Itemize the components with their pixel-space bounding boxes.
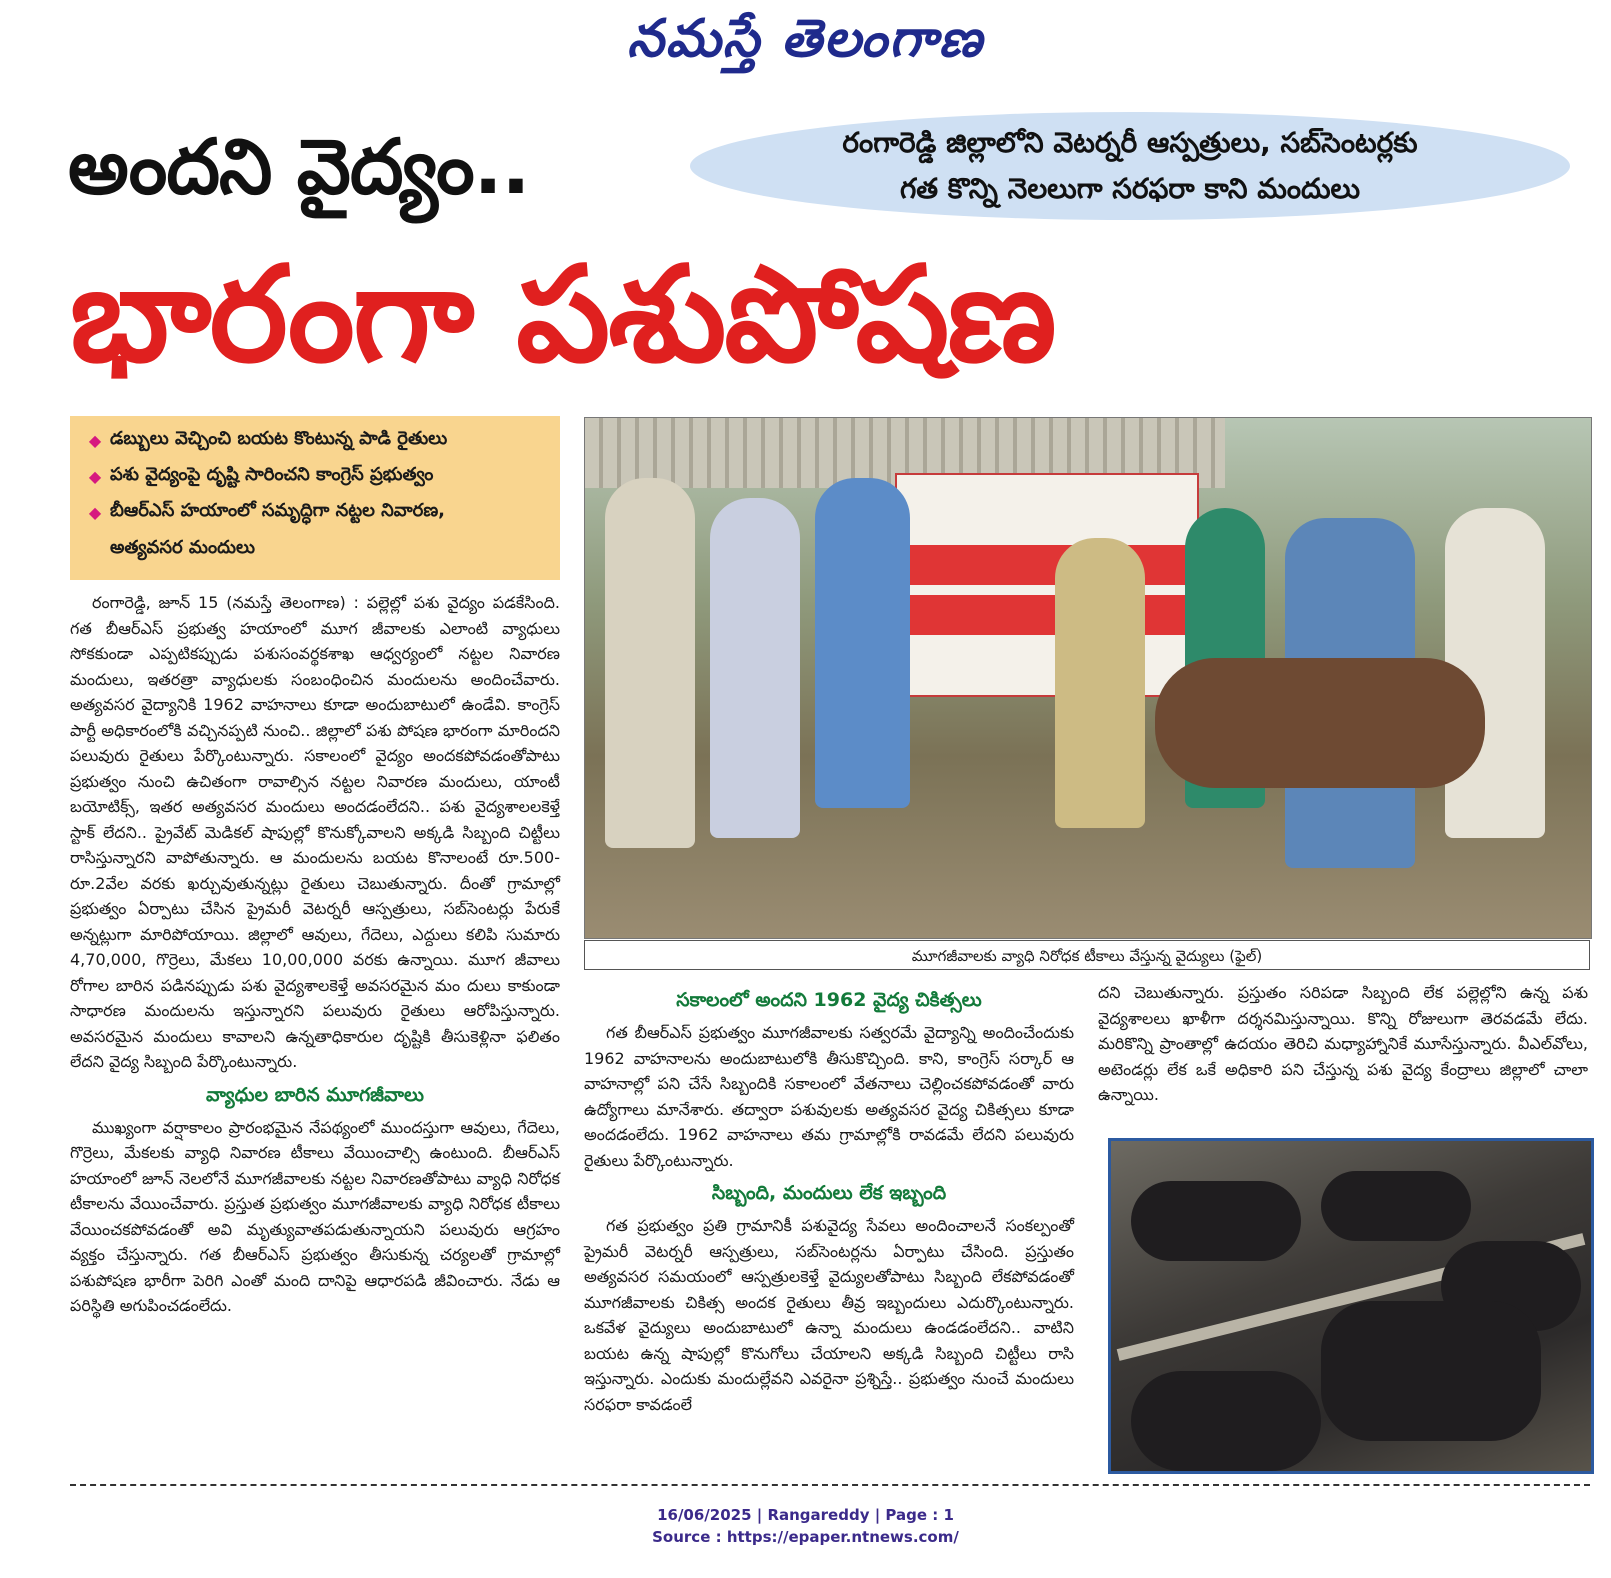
masthead: నమస్తే తెలంగాణ [627,8,984,69]
article-column-3 [1098,980,1588,1108]
person-figure [605,478,695,848]
diamond-bullet-icon: ◆ [88,430,102,450]
calf [1155,658,1485,788]
buffalo [1321,1301,1541,1441]
article-paragraph: రంగారెడ్డి, జూన్ 15 (నమస్తే తెలంగాణ) : పల్లెల్లో పశు వైద్యం పడకేసింది. గత బీఆర్‌ఎస్ ప్రభుత్వ హయాంలో మూగ జీవాలకు ఎలాంటి వ్యాధులు సోకకుండా ఎప్పటికప్పుడు పశుసంవర్థకశాఖ ఆధ్వర్యంలో నట్టల నివారణ మందులు, ఇతరత్రా వ్యాధులకు సంబంధించిన మందులను అందించేవారు. అత్యవసర వైద్యానికి 1962 వాహనాలు కూడా అందుబాటులో ఉండేవి. కాంగ్రెస్ పార్టీ అధికారంలోకి వచ్చినప్పటి నుంచి.. జిల్లాలో పశు పోషణ భారంగా మారిందని పలువురు రైతులు పేర్కొంటున్నారు. సకాలంలో వైద్యం అందకపోవడంతోపాటు ప్రభుత్వం నుంచి ఉచితంగా రావాల్సిన నట్టల నివారణ మందులు, యాంటీ బయోటిక్స్, ఇతర అత్యవసర మందులు అందడంలేదని.. పశు వైద్యశాలలకెళ్తే స్టాక్ లేదని.. ప్రైవేట్ మెడికల్ షాపుల్లో కొనుక్కోవాలని అక్కడి సిబ్బంది చిట్టీలు రాసిస్తున్నారని వాపోతున్నారు. ఆ మందులను బయట కొనాలంటే రూ.500-రూ.2వేల వరకు ఖర్చువుతున్నట్లు రైతులు చెబుతున్నారు. దీంతో గ్రామాల్లో ప్రభుత్వం ఏర్పాటు చేసిన ప్రైమరీ వెటర్నరీ ఆస్పత్రులు, సబ్‌సెంటర్లు పేరుకే అన్నట్లుగా మారిపోయాయి. జిల్లాలో ఆవులు, గేదెలు, ఎద్దులు కలిపి సుమారు 4,70,000, గొర్రెలు, మేకలు 10,00,000 వరకు ఉన్నాయి. మూగ జీవాలు రోగాల బారిన పడినప్పుడు పశు వైద్యశాలకెళ్తే అవసరమైన మం దులు కాకుండా సాధారణ మందులను ఇస్తున్నారని పలువురు రైతులు ఆరోపిస్తున్నారు. అవసరమైన మందులు కావాలని ఉన్నతాధికారుల దృష్టికి తీసుకెళ్లినా ఫలితం లేదని వైద్య సిబ్బంది పేర్కొంటున్నారు. [70,593,560,1071]
diamond-bullet-icon: ◆ [88,466,102,486]
article-paragraph: గత ప్రభుత్వం ప్రతి గ్రామానికీ పశువైద్య సేవలు అందించాలనే సంకల్పంతో ప్రైమరీ వెటర్నరీ ఆస్పత్రులు, సబ్‌సెంటర్లను ఏర్పాటు చేసింది. ప్రస్తుతం అత్యవసర సమయంలో ఆస్పత్రులకెళ్తే వైద్యులతోపాటు సిబ్బంది లేకపోవడంతో మూగజీవాలకు చికిత్స అందక రైతులు తీవ్ర ఇబ్బందులు ఎదుర్కొంటున్నారు. ఒకవేళ వైద్యులు అందుబాటులో ఉన్నా మందులు ఉండడంలేదని.. వాటిని బయట ఉన్న షాపుల్లో కొనుగోలు చేయాలని అక్కడి సిబ్బంది చిట్టీలు రాసి ఇస్తున్నారు. ఎందుకు మందుల్లేవని ఎవరైనా ప్రశ్నిస్తే.. ప్రభుత్వం నుంచే మందులు సరఫరా కావడంలే [584,1216,1074,1414]
government-banner [895,473,1199,697]
footer-source-line: Source : https://epaper.ntnews.com/ [652,1528,959,1546]
diamond-bullet-icon: ◆ [88,502,102,522]
kicker-headline: అందని వైద్యం.. [68,122,530,211]
buffalo [1321,1171,1471,1241]
footer-edition-line: 16/06/2025 | Rangareddy | Page : 1 [657,1506,954,1524]
banner-stripe [907,595,1187,635]
page-divider [70,1484,1590,1486]
highlight-text: పశు వైద్యంపై దృష్టి సారించని కాంగ్రెస్ ప్రభుత్వం [110,463,434,485]
photo-caption: మూగజీవాలకు వ్యాధి నిరోధక టీకాలు వేస్తున్న వైద్యులు (ఫైల్) [584,940,1590,970]
banner-stripe [907,545,1187,585]
article-column-2 [584,980,1074,1417]
deck-line-2: గత కొన్ని నెలలుగా సరఫరా కాని మందులు [899,172,1361,205]
highlight-text: డబ్బులు వెచ్చించి బయట కొంటున్న పాడి రైతులు [110,427,448,449]
person-figure [710,498,800,838]
buffalo [1131,1371,1321,1471]
buffalo [1131,1181,1301,1261]
vaccination-photo [584,417,1592,939]
subheading: సిబ్బంది, మందులు లేక ఇబ్బంది [711,1182,947,1204]
deck-oval [690,112,1570,220]
article-paragraph: గత బీఆర్‌ఎస్ ప్రభుత్వం మూగజీవాలకు సత్వరమే వైద్యాన్ని అందించేందుకు 1962 వాహనాలను అందుబాటులోకి తీసుకొచ్చింది. కాని, కాంగ్రెస్ సర్కార్ ఆ వాహనాల్లో పని చేసే సిబ్బందికి సకాలంలో వేతనాలు చెల్లించకపోవడంతో వారు ఉద్యోగాలు మానేశారు. తద్వారా పశువులకు అత్యవసర వైద్య చికిత్సలు కూడా అందడంలేదు. 1962 వాహనాలు తమ గ్రామాల్లోకి రావడమే లేదని పలువురు రైతులు పేర్కొంటున్నారు. [584,1023,1074,1170]
subheading: వ్యాధుల బారిన మూగజీవాలు [206,1083,424,1106]
person-figure [815,478,910,808]
article-column-1 [70,590,560,1319]
highlight-text: బీఆర్‌ఎస్ హయాంలో సమృద్ధిగా నట్టల నివారణ, [110,499,446,521]
buffalo-shed-photo [1108,1138,1594,1474]
highlight-item [80,494,550,530]
article-paragraph: ముఖ్యంగా వర్షాకాలం ప్రారంభమైన నేపథ్యంలో ముందస్తుగా ఆవులు, గేదెలు, గొర్రెలు, మేకలకు వ్యాధి నివారణ టీకాలు వేయించాల్సి ఉంటుంది. బీఆర్‌ఎస్ హయాంలో జూన్ నెలలోనే మూగజీవాలకు నట్టల నివారణతోపాటు వ్యాధి నిరోధక టీకాలను వేయించేవారు. ప్రస్తుత ప్రభుత్వం మూగజీవాలకు వ్యాధి నిరోధక టీకాలు వేయించకపోవడంతో అవి మృత్యువాతపడుతున్నాయని పలువురు ఆగ్రహం వ్యక్తం చేస్తున్నారు. గత బీఆర్‌ఎస్ ప్రభుత్వం తీసుకున్న చర్యలతో గ్రామాల్లో పశుపోషణ భారీగా పెరిగి ఎంతో మంది దానిపై ఆధారపడి జీవించారు. నేడు ఆ పరిస్థితి అగుపించడంలేదు. [70,1117,560,1315]
main-headline: భారంగా పశుపోషణ [70,238,1055,392]
highlight-item [80,422,550,458]
highlights-box [70,416,560,580]
article-paragraph: దని చెబుతున్నారు. ప్రస్తుతం సరిపడా సిబ్బంది లేక పల్లెల్లోని ఉన్న పశు వైద్యశాలలు ఖాళీగా దర్శనమిస్తున్నాయి. కొన్ని రోజులుగా తెరవడమే లేదు. మరికొన్ని ప్రాంతాల్లో ఉదయం తెరిచి మధ్యాహ్నానికే మూసేస్తున్నారు. వీఎల్‌వోలు, అటెండర్లు లేక ఒకే అధికారి పని చేస్తున్న పశు వైద్య కేంద్రాలు జిల్లాలో చాలా ఉన్నాయి. [1098,983,1588,1104]
highlight-item [80,458,550,494]
person-figure [1055,538,1145,828]
subheading: సకాలంలో అందని 1962 వైద్య చికిత్సలు [676,989,982,1011]
deck-line-1: రంగారెడ్డి జిల్లాలోని వెటర్నరీ ఆస్పత్రులు, సబ్‌సెంటర్లకు [842,126,1418,159]
highlight-continuation: అత్యవసర మందులు [110,537,256,558]
page-footer [0,1504,1611,1548]
